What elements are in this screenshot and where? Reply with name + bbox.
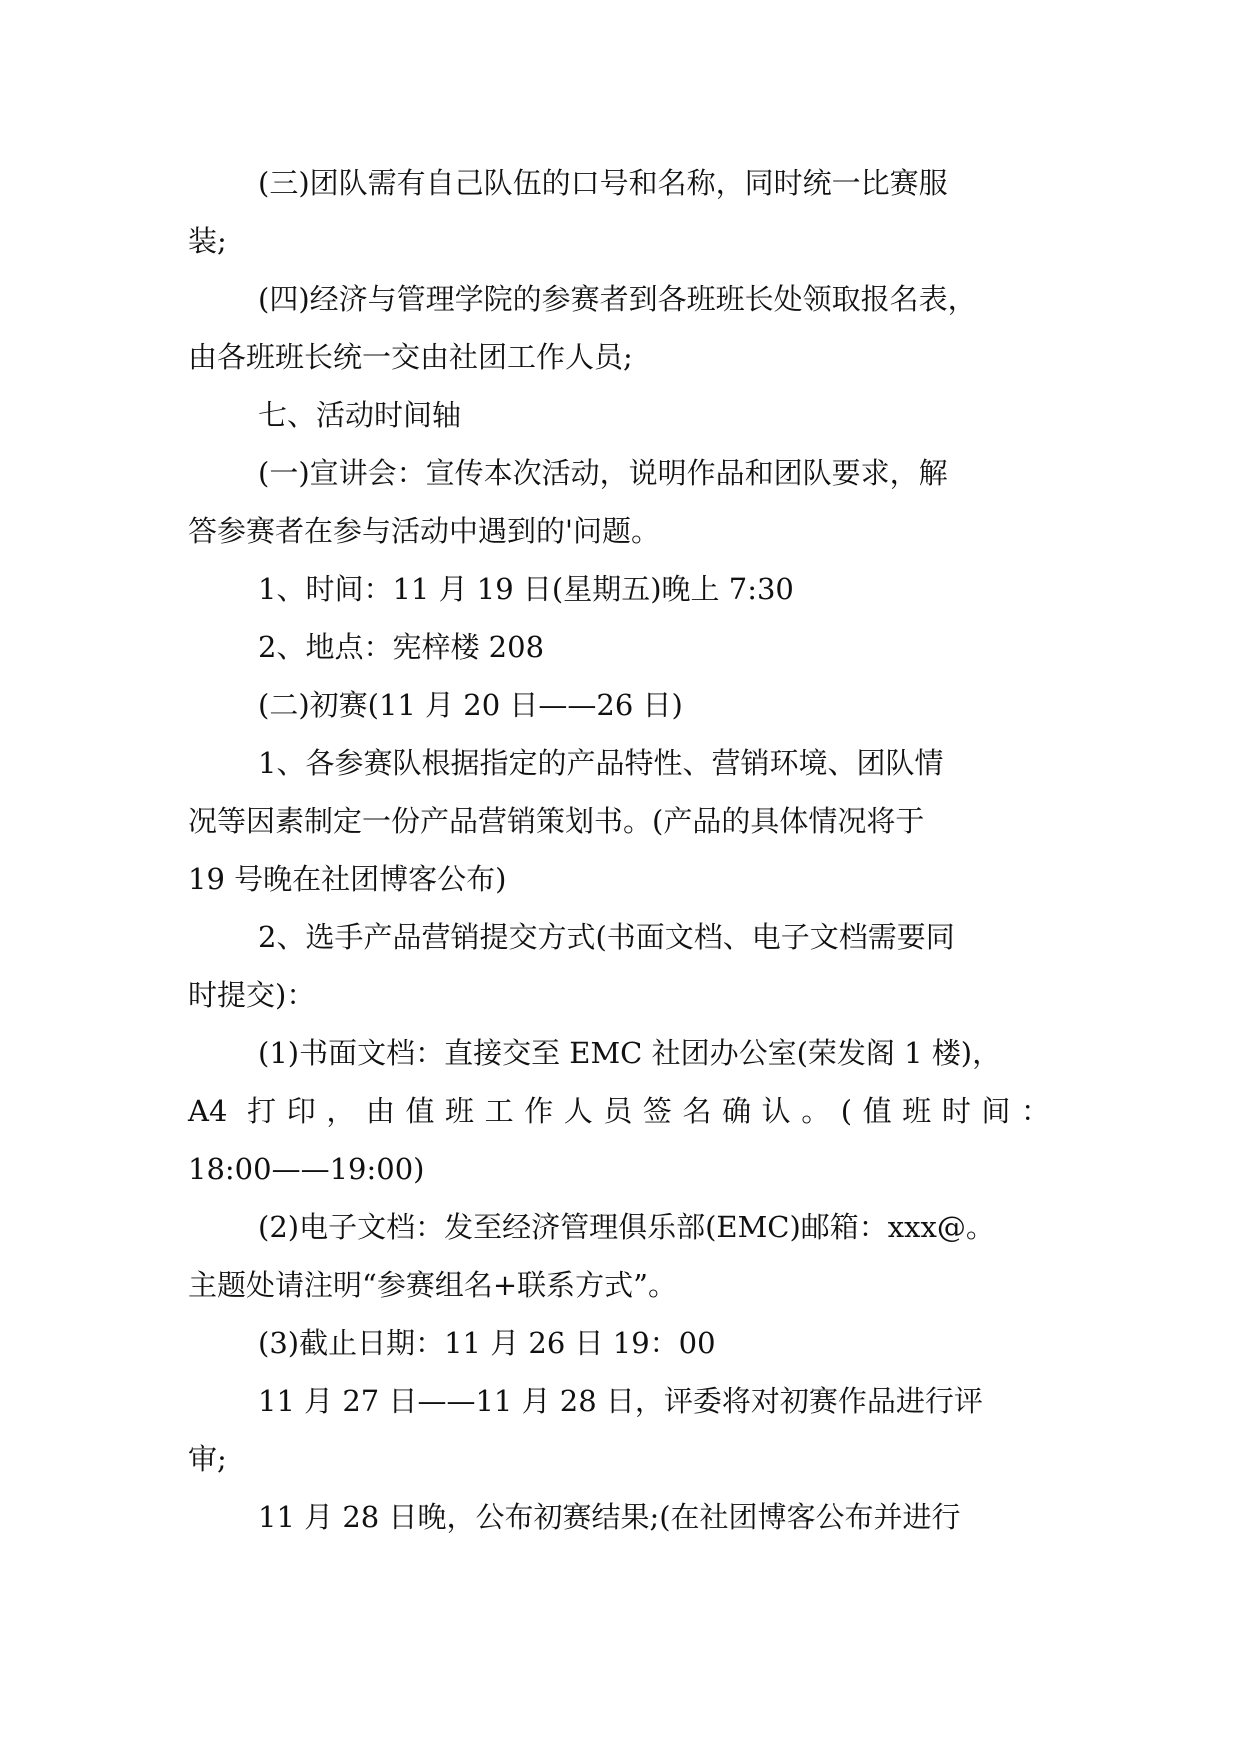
paragraph-line: 2、地点：宪梓楼 208 (258, 630, 545, 664)
paragraph-line: (四)经济与管理学院的参赛者到各班班长处领取报名表， (258, 282, 977, 316)
paragraph-line: 主题处请注明“参赛组名+联系方式”。 (188, 1268, 677, 1302)
paragraph-line: 况等因素制定一份产品营销策划书。(产品的具体情况将于 (188, 804, 925, 838)
paragraph-line: (三)团队需有自己队伍的口号和名称，同时统一比赛服 (258, 166, 948, 200)
paragraph-line: 审; (188, 1442, 227, 1476)
paragraph-line: 时提交)： (188, 978, 316, 1012)
paragraph-line: 装; (188, 224, 227, 258)
paragraph-line: 1、时间：11 月 19 日(星期五)晚上 7:30 (258, 572, 794, 606)
paragraph-line: 19 号晚在社团博客公布) (188, 862, 507, 896)
paragraph-line: (二)初赛(11 月 20 日——26 日) (258, 688, 683, 722)
paragraph-line: 18:00——19:00) (188, 1152, 425, 1186)
paragraph-line: 11 月 28 日晚，公布初赛结果;(在社团博客公布并进行 (258, 1500, 961, 1534)
paragraph-line: 1、各参赛队根据指定的产品特性、营销环境、团队情 (258, 746, 944, 780)
paragraph-line: 答参赛者在参与活动中遇到的'问题。 (188, 514, 660, 548)
paragraph-line: (2)电子文档：发至经济管理俱乐部(EMC)邮箱：xxx@。 (258, 1210, 995, 1244)
paragraph-line: (1)书面文档：直接交至 EMC 社团办公室(荣发阁 1 楼)， (258, 1036, 1002, 1070)
paragraph-line: 由各班班长统一交由社团工作人员; (188, 340, 633, 374)
section-heading: 七、活动时间轴 (258, 398, 462, 432)
paragraph-line: (一)宣讲会：宣传本次活动，说明作品和团队要求，解 (258, 456, 948, 490)
paragraph-line: 2、选手产品营销提交方式(书面文档、电子文档需要同 (258, 920, 955, 954)
paragraph-line: (3)截止日期：11 月 26 日 19：00 (258, 1326, 716, 1360)
paragraph-line: 11 月 27 日——11 月 28 日，评委将对初赛作品进行评 (258, 1384, 983, 1418)
paragraph-line: A4 打印，由值班工作人员签名确认。(值班时间： (188, 1094, 1050, 1128)
